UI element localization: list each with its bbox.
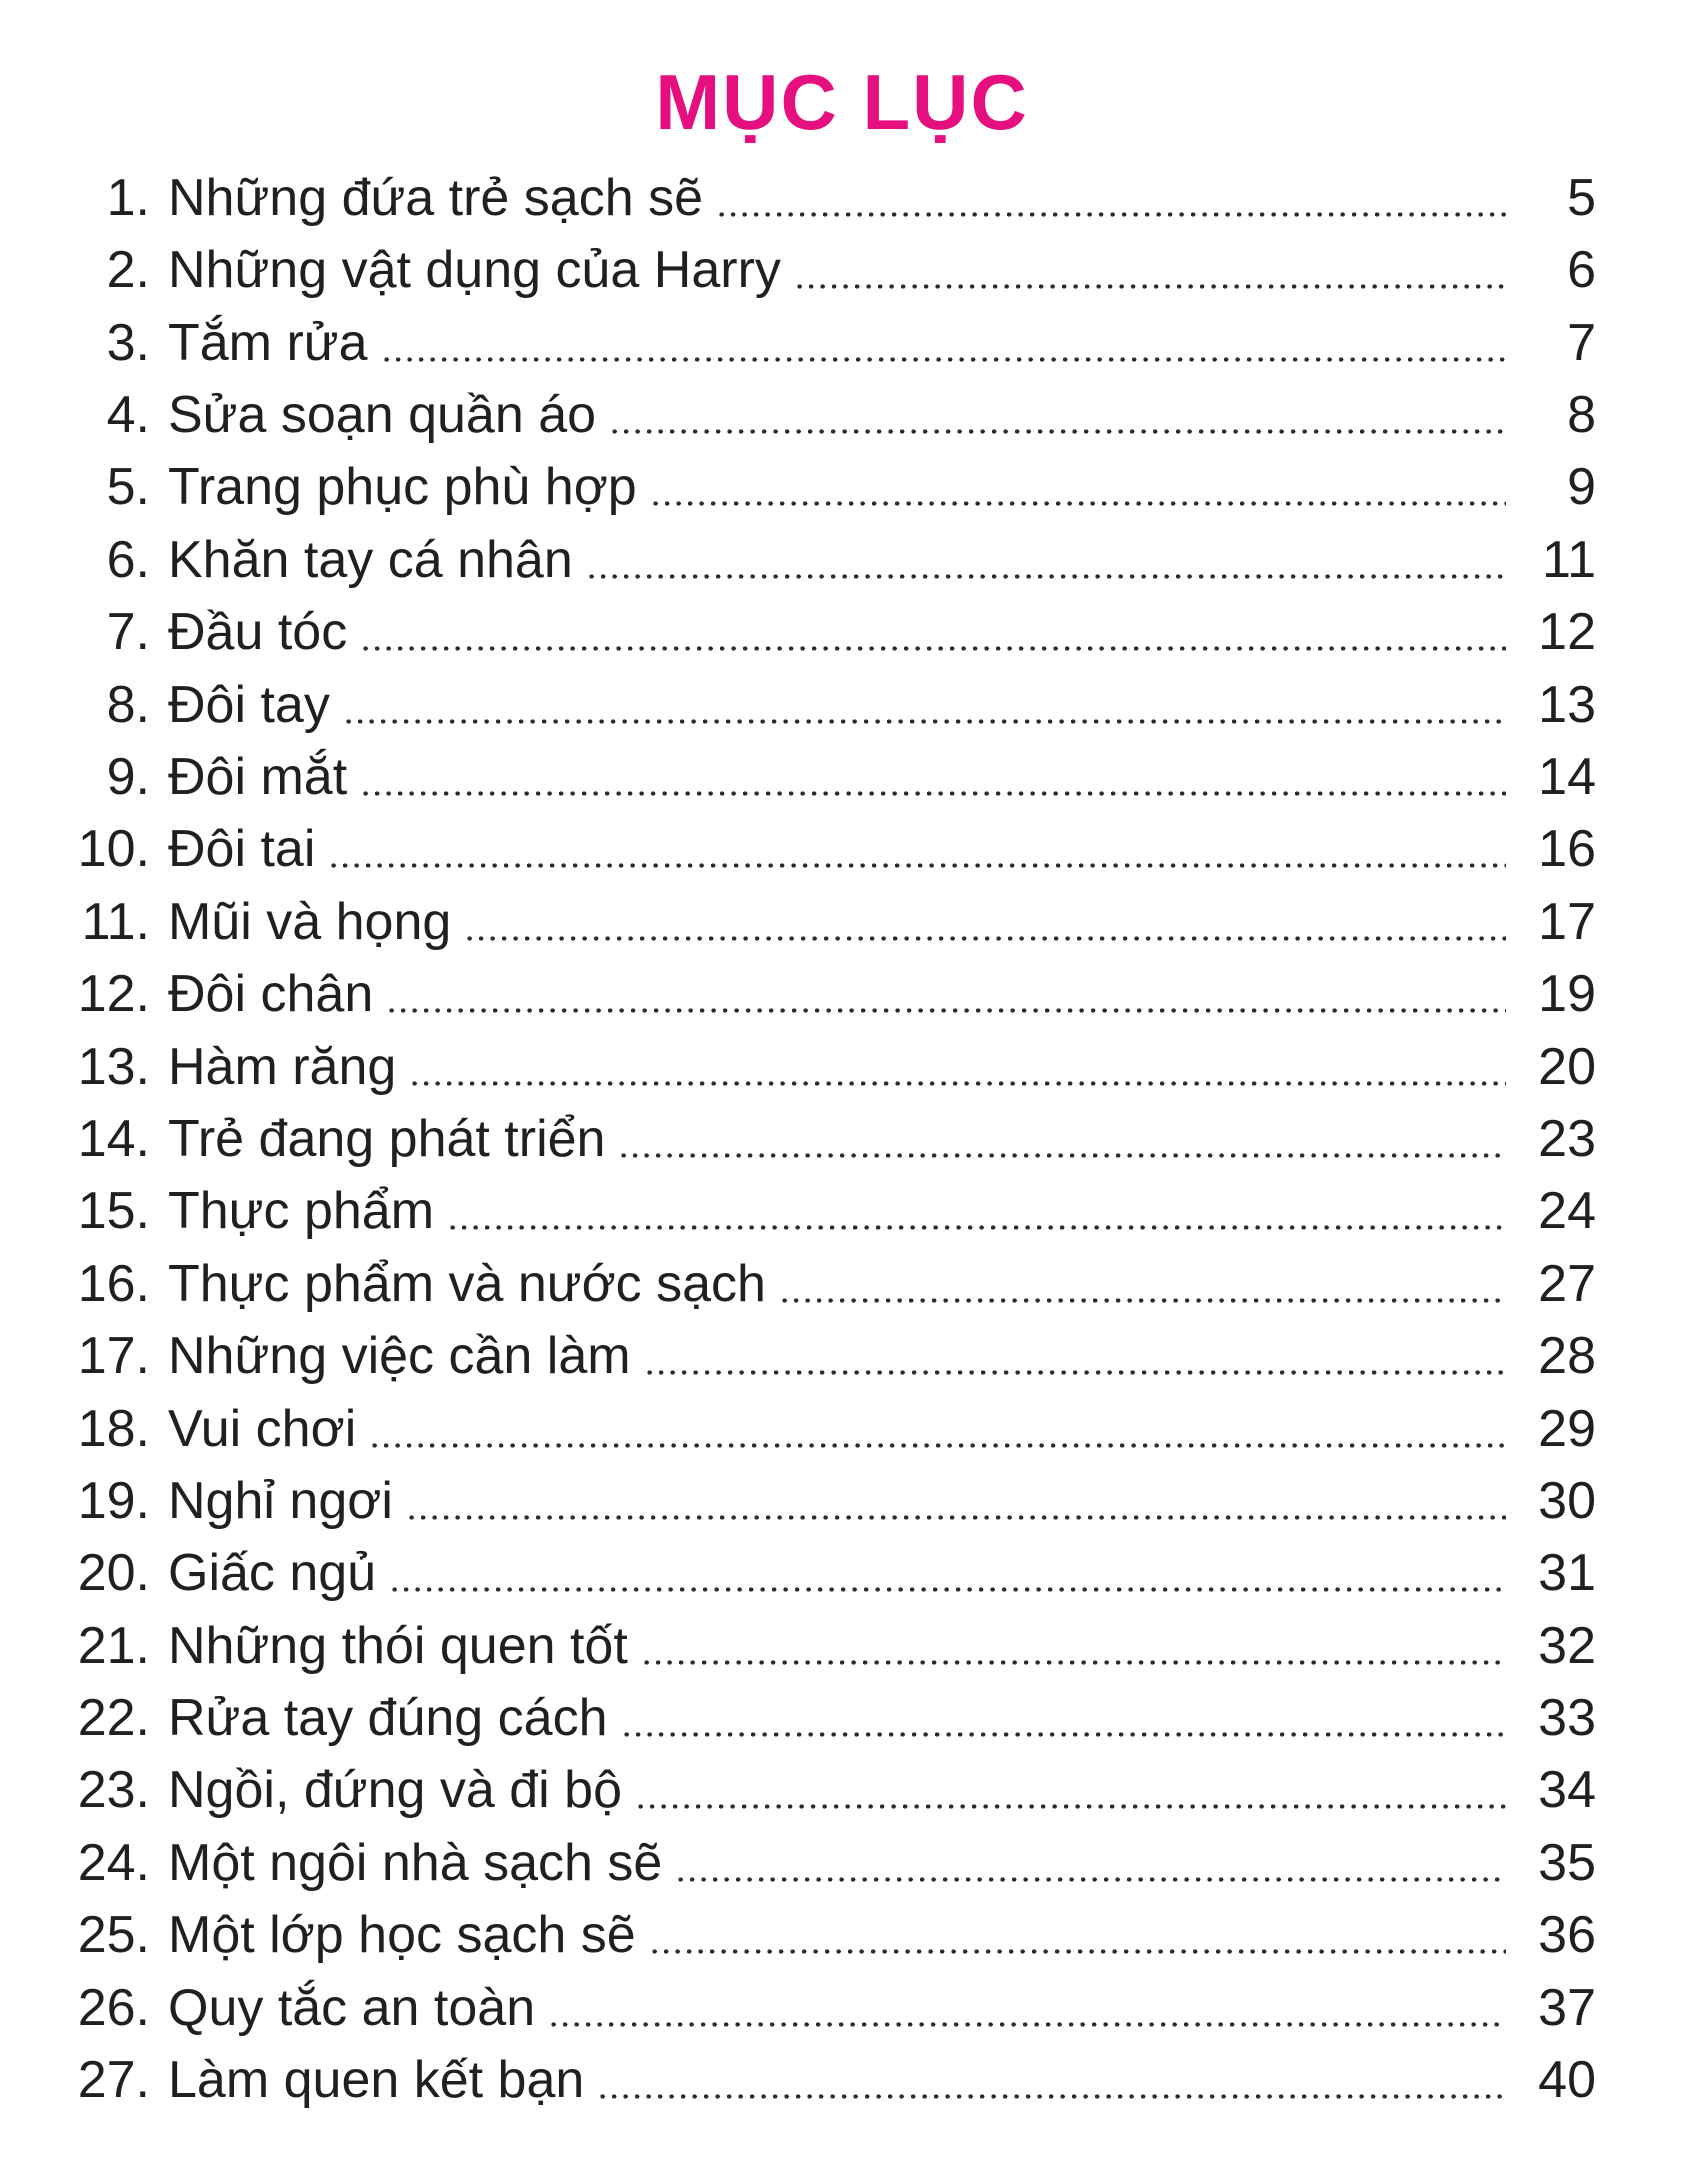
- toc-dot-leader: [325, 813, 1506, 885]
- toc-entry-page: 32: [1538, 1616, 1596, 1675]
- toc-dot-leader: [406, 1030, 1506, 1102]
- toc-dot-leader: [357, 741, 1506, 813]
- toc-entry-number: 21.: [77, 1616, 150, 1675]
- toc-entry: [66, 668, 1596, 740]
- toc-entry-label: Những đứa trẻ sạch sẽ: [168, 168, 704, 227]
- toc-entry: [66, 1248, 1596, 1320]
- toc-entry-page: 11: [1542, 530, 1596, 589]
- toc-entry-label: Thực phẩm: [168, 1182, 435, 1241]
- toc-entry-page: 5: [1567, 168, 1596, 227]
- toc-dot-leader: [386, 1537, 1506, 1609]
- toc-entry: [66, 1754, 1596, 1826]
- toc-dot-leader: [378, 306, 1507, 378]
- toc-entry-number: 19.: [77, 1471, 150, 1530]
- toc-dot-leader: [632, 1754, 1506, 1826]
- toc-entry-label: Hàm răng: [168, 1037, 397, 1096]
- toc-entry-number: 4.: [106, 386, 150, 445]
- toc-entry-page: 27: [1538, 1254, 1596, 1313]
- toc-entry-number: 17.: [77, 1327, 150, 1386]
- toc-entry: [66, 1392, 1596, 1464]
- toc-entry-number: 16.: [77, 1254, 150, 1313]
- toc-entry-label: Giấc ngủ: [168, 1544, 377, 1603]
- toc-list: [66, 162, 1596, 2117]
- toc-entry-page: 33: [1538, 1689, 1596, 1748]
- toc-entry-page: 13: [1538, 675, 1596, 734]
- toc-dot-leader: [615, 1103, 1506, 1175]
- toc-entry-page: 31: [1538, 1544, 1596, 1603]
- toc-entry: [66, 162, 1596, 234]
- toc-entry: [66, 958, 1596, 1030]
- toc-entry: [66, 379, 1596, 451]
- toc-entry-number: 15.: [77, 1182, 150, 1241]
- toc-entry-number: 7.: [106, 603, 150, 662]
- toc-entry-page: 19: [1538, 965, 1596, 1024]
- toc-entry-label: Đôi chân: [168, 965, 374, 1024]
- toc-entry-number: 9.: [106, 748, 150, 806]
- toc-entry-page: 29: [1538, 1399, 1596, 1458]
- toc-entry: [66, 306, 1596, 378]
- toc-entry-number: 3.: [106, 313, 150, 372]
- toc-entry-label: Một lớp học sạch sẽ: [168, 1906, 636, 1965]
- toc-entry: [66, 1030, 1596, 1102]
- toc-entry-page: 23: [1538, 1109, 1596, 1168]
- toc-entry: [66, 1682, 1596, 1754]
- toc-entry-label: Trang phục phù hợp: [168, 458, 637, 517]
- toc-entry-page: 36: [1538, 1906, 1596, 1965]
- toc-entry: [66, 596, 1596, 668]
- toc-dot-leader: [403, 1465, 1506, 1537]
- toc-entry: [66, 451, 1596, 523]
- toc-entry: [66, 1537, 1596, 1609]
- toc-dot-leader: [647, 451, 1506, 523]
- toc-entry: [66, 2044, 1596, 2116]
- toc-entry-page: 37: [1538, 1978, 1596, 2037]
- toc-dot-leader: [791, 234, 1506, 306]
- toc-entry: [66, 1320, 1596, 1392]
- toc-entry-label: Đôi mắt: [168, 748, 348, 806]
- toc-entry: [66, 813, 1596, 885]
- toc-entry-number: 18.: [77, 1399, 150, 1458]
- toc-entry-number: 22.: [77, 1689, 150, 1748]
- toc-entry-label: Ngồi, đứng và đi bộ: [168, 1761, 622, 1820]
- toc-entry: [66, 1465, 1596, 1537]
- page-title: MỤC LỤC: [655, 58, 1029, 146]
- toc-entry-label: Những việc cần làm: [168, 1327, 631, 1386]
- toc-entry-number: 1.: [106, 168, 150, 227]
- toc-entry-number: 26.: [77, 1978, 150, 2037]
- toc-entry-number: 8.: [106, 675, 150, 734]
- toc-dot-leader: [646, 1899, 1506, 1971]
- toc-entry-number: 13.: [77, 1037, 150, 1096]
- toc-entry-label: Sửa soạn quần áo: [168, 386, 597, 445]
- toc-entry-label: Một ngôi nhà sạch sẽ: [168, 1833, 663, 1892]
- toc-dot-leader: [461, 886, 1506, 958]
- toc-entry-page: 35: [1538, 1833, 1596, 1892]
- toc-dot-leader: [713, 162, 1506, 234]
- toc-dot-leader: [638, 1610, 1506, 1682]
- toc-dot-leader: [383, 958, 1506, 1030]
- toc-entry-number: 23.: [77, 1761, 150, 1820]
- toc-entry-page: 16: [1538, 820, 1596, 879]
- toc-dot-leader: [444, 1175, 1506, 1247]
- toc-entry-page: 34: [1538, 1761, 1596, 1820]
- toc-entry-number: 12.: [77, 965, 150, 1024]
- toc-entry: [66, 234, 1596, 306]
- toc-entry-page: 7: [1567, 313, 1596, 372]
- toc-entry-label: Thực phẩm và nước sạch: [168, 1254, 766, 1313]
- toc-entry-page: 14: [1538, 748, 1596, 806]
- toc-entry-label: Khăn tay cá nhân: [168, 530, 573, 589]
- toc-dot-leader: [357, 596, 1506, 668]
- toc-entry-number: 5.: [106, 458, 150, 517]
- toc-dot-leader: [594, 2044, 1506, 2116]
- toc-dot-leader: [545, 1971, 1506, 2043]
- toc-entry-label: Làm quen kết bạn: [168, 2051, 585, 2110]
- toc-entry-page: 17: [1538, 892, 1596, 951]
- toc-entry: [66, 1103, 1596, 1175]
- toc-entry: [66, 741, 1596, 813]
- toc-entry-label: Rửa tay đúng cách: [168, 1689, 608, 1748]
- toc-entry-label: Đầu tóc: [168, 603, 348, 662]
- toc-entry: [66, 886, 1596, 958]
- toc-entry-number: 10.: [77, 820, 150, 879]
- toc-dot-leader: [583, 524, 1506, 596]
- toc-entry-page: 6: [1567, 241, 1596, 300]
- toc-entry-label: Đôi tay: [168, 675, 330, 734]
- toc-entry-number: 6.: [106, 530, 150, 589]
- toc-entry-label: Đôi tai: [168, 820, 316, 879]
- toc-entry-label: Những thói quen tốt: [168, 1616, 628, 1675]
- toc-entry-label: Nghỉ ngơi: [168, 1471, 393, 1530]
- toc-entry-label: Mũi và họng: [168, 892, 452, 951]
- toc-dot-leader: [366, 1392, 1506, 1464]
- toc-entry-number: 2.: [106, 241, 150, 300]
- toc-entry-page: 40: [1538, 2051, 1596, 2110]
- toc-dot-leader: [776, 1248, 1506, 1320]
- toc-entry-number: 11.: [81, 892, 150, 951]
- toc-entry-number: 24.: [77, 1833, 150, 1892]
- toc-entry-page: 8: [1567, 386, 1596, 445]
- toc-entry-page: 12: [1538, 603, 1596, 662]
- toc-dot-leader: [618, 1682, 1506, 1754]
- toc-entry-number: 14.: [77, 1109, 150, 1168]
- toc-dot-leader: [340, 668, 1506, 740]
- toc-entry: [66, 1899, 1596, 1971]
- toc-entry-number: 27.: [77, 2051, 150, 2110]
- toc-entry-label: Trẻ đang phát triển: [168, 1109, 606, 1168]
- toc-entry-page: 20: [1538, 1037, 1596, 1096]
- toc-dot-leader: [606, 379, 1506, 451]
- toc-dot-leader: [641, 1320, 1506, 1392]
- toc-entry-page: 28: [1538, 1327, 1596, 1386]
- toc-entry: [66, 1827, 1596, 1899]
- toc-entry-number: 20.: [77, 1544, 150, 1603]
- toc-entry-label: Tắm rửa: [168, 313, 368, 372]
- toc-entry-label: Quy tắc an toàn: [168, 1978, 536, 2037]
- toc-entry: [66, 1175, 1596, 1247]
- toc-entry-page: 24: [1538, 1182, 1596, 1241]
- toc-entry-page: 9: [1567, 458, 1596, 517]
- toc-entry: [66, 524, 1596, 596]
- toc-entry-number: 25.: [77, 1906, 150, 1965]
- toc-entry: [66, 1971, 1596, 2043]
- toc-entry-page: 30: [1538, 1471, 1596, 1530]
- toc-entry-label: Vui chơi: [168, 1399, 357, 1458]
- toc-entry: [66, 1610, 1596, 1682]
- toc-dot-leader: [672, 1827, 1506, 1899]
- toc-entry-label: Những vật dụng của Harry: [168, 241, 781, 300]
